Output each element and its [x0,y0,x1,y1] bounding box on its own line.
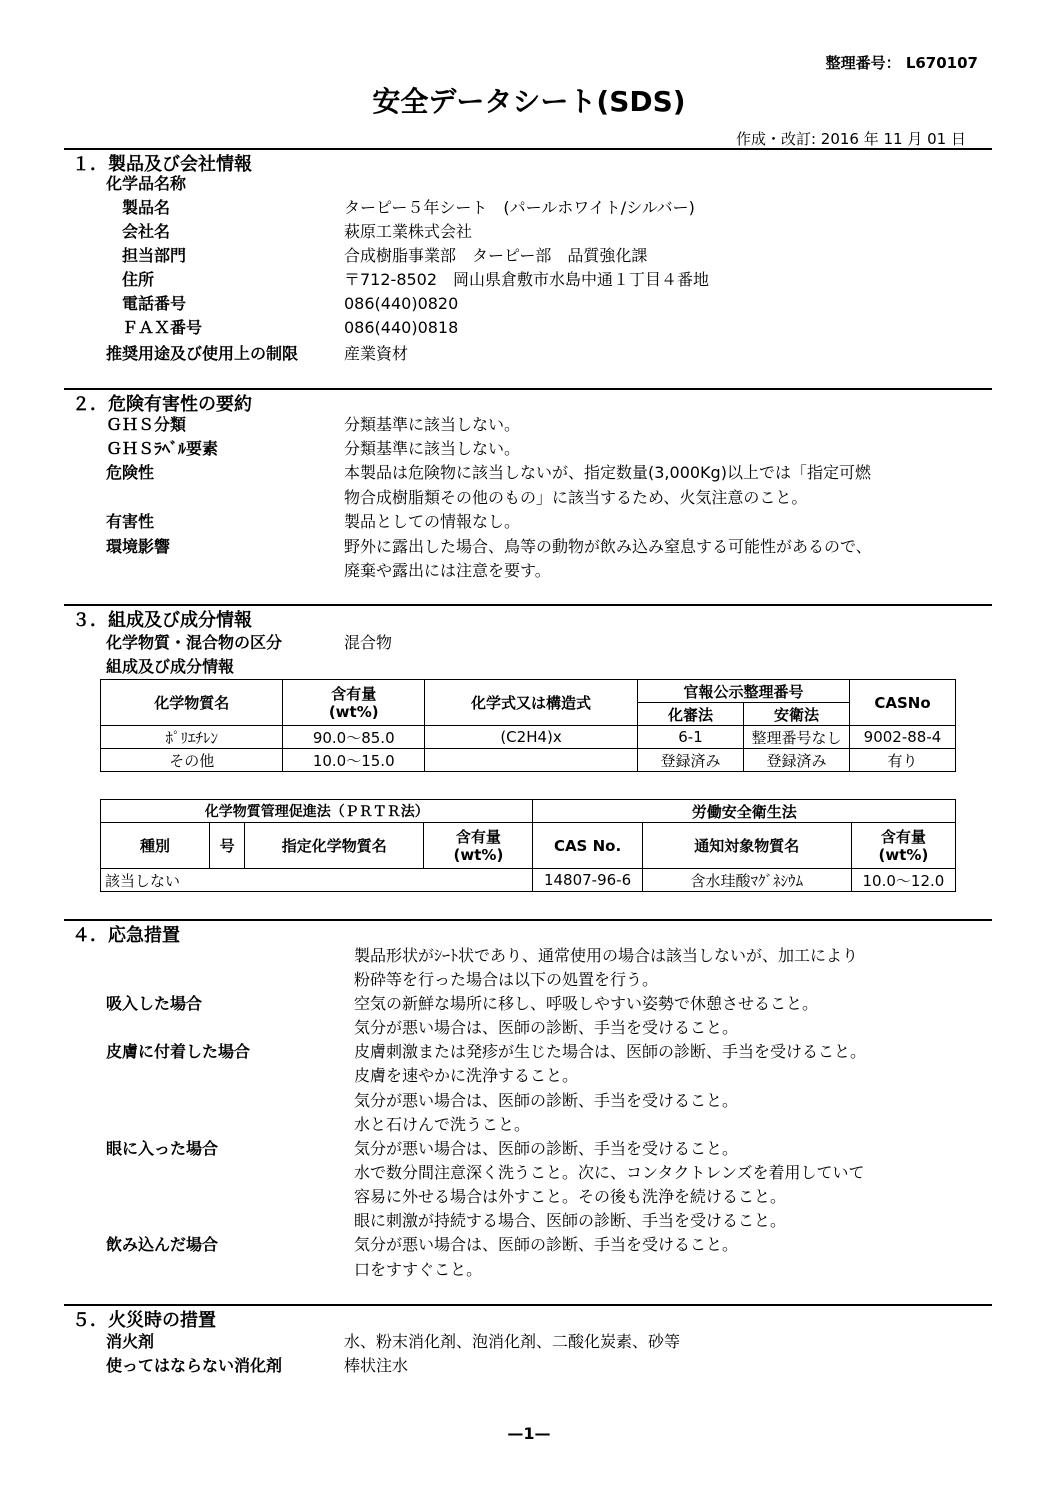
info-row [0,510,1058,534]
section-1-heading: １．製品及び会社情報 [72,154,252,175]
info-label: 担当部門 [122,246,187,265]
info-value: 産業資材 [344,344,409,363]
col-header: 労働安全衛生法 [533,800,956,823]
info-row [0,292,1058,316]
col-header: 官報公示整理番号 [638,680,850,703]
info-label: ＧＨＳ分類 [106,415,187,434]
info-value: 棒状注水 [344,1356,409,1375]
table-row [101,726,956,749]
info-row [0,268,1058,292]
table-cell: 10.0～12.0 [851,869,955,892]
info-row [0,968,1058,992]
section-2-heading: ２．危険有害性の要約 [72,394,252,415]
table-cell: 該当しない [101,869,533,892]
info-row [0,1089,1058,1113]
info-value: 廃棄や露出には注意を要す。 [344,561,551,580]
info-value: 眼に刺激が持続する場合、医師の診断、手当を受けること。 [354,1211,787,1230]
info-row [0,316,1058,340]
info-value: 製品としての情報なし。 [344,512,521,531]
info-label: 住所 [122,270,155,289]
info-label: 環境影響 [106,537,171,556]
info-row [0,413,1058,437]
table-cell: 整理番号なし [744,726,850,749]
info-label: 会社名 [122,222,171,241]
info-row [0,1185,1058,1209]
info-row [0,342,1058,366]
info-label: 吸入した場合 [106,994,203,1013]
info-row [0,535,1058,559]
info-value: 086(440)0818 [344,318,459,337]
table-cell: その他 [101,749,283,772]
col-header: 指定化学物質名 [245,823,424,869]
info-row [0,461,1058,485]
table-cell: 登録済み [638,749,744,772]
info-label: 使ってはならない消化剤 [106,1356,283,1375]
chemical-name-label: 化学品名称 [106,174,187,193]
info-row [0,1209,1058,1233]
info-value: 086(440)0820 [344,294,459,313]
content-unit-text: (wt%) [453,845,504,864]
table-cell: (C2H4)x [425,726,638,749]
info-row [0,1330,1058,1354]
info-value: 容易に外せる場合は外すこと。その後も洗浄を続けること。 [354,1187,787,1206]
content-header-text: 含有量 [880,827,926,846]
info-value: 分類基準に該当しない。 [344,415,521,434]
info-value: 本製品は危険物に該当しないが、指定数量(3,000Kg)以上では「指定可燃 [344,463,871,482]
composition-table [100,679,956,772]
info-row [0,244,1058,268]
info-value: 気分が悪い場合は、医師の診断、手当を受けること。 [354,1235,739,1254]
info-row [0,1233,1058,1257]
revision-date: 作成・改訂: 2016 年 11 月 01 日 [735,130,966,148]
info-value: 皮膚刺激または発疹が生じた場合は、医師の診断、手当を受けること。 [354,1042,867,1061]
page-title: 安全データシート(SDS) [372,85,686,118]
col-header: 化審法 [638,703,744,726]
info-label: 製品名 [122,198,171,217]
info-row [0,559,1058,583]
table-cell: ﾎﾟﾘｴﾁﾚﾝ [101,726,283,749]
info-label: 有害性 [106,512,155,531]
section-4-heading: ４．応急措置 [72,925,180,946]
info-value: 製品形状がｼｰﾄ状であり、通常使用の場合は該当しないが、加工により [354,946,859,965]
info-row [0,1113,1058,1137]
col-header [424,823,533,869]
page-number: —1— [507,1424,551,1443]
info-value: ターピー５年シート (パールホワイト/シルバー) [344,198,695,217]
info-row [0,437,1058,461]
info-value: 空気の新鮮な場所に移し、呼吸しやすい姿勢で休憩させること。 [354,994,819,1013]
info-value: 水と石けんで洗うこと。 [354,1115,531,1134]
col-header: 化学物質管理促進法（ＰＲＴＲ法） [101,800,533,823]
info-row [0,1040,1058,1064]
info-label: 化学物質・混合物の区分 [106,633,283,652]
col-header: 種別 [101,823,210,869]
info-value: 混合物 [344,633,393,652]
info-value: 気分が悪い場合は、医師の診断、手当を受けること。 [354,1091,739,1110]
table-cell: 90.0～85.0 [283,726,425,749]
regulation-table [100,799,956,892]
info-row [0,1161,1058,1185]
info-row [0,631,1058,655]
info-value: 物合成樹脂類その他のもの」に該当するため、火気注意のこと。 [344,488,808,507]
info-label: 消火剤 [106,1332,155,1351]
table-cell: 登録済み [744,749,850,772]
table-cell: 9002-88-4 [849,726,955,749]
col-header [851,823,955,869]
info-row [0,220,1058,244]
info-value: 萩原工業株式会社 [344,222,473,241]
col-header [283,680,425,726]
info-label: 危険性 [106,463,155,482]
info-value: 気分が悪い場合は、医師の診断、手当を受けること。 [354,1139,739,1158]
info-value: 野外に露出した場合、鳥等の動物が飲み込み窒息する可能性があるので、 [344,537,872,556]
info-row [0,486,1058,510]
section-divider [64,919,992,921]
col-header: 化学式又は構造式 [425,680,638,726]
info-row [0,1354,1058,1378]
content-header-text: 含有量 [331,684,377,703]
info-row [0,1064,1058,1088]
content-header-text: 含有量 [455,827,501,846]
content-unit-text: (wt%) [878,845,929,864]
info-label: 推奨用途及び使用上の制限 [106,344,299,363]
section-3-heading: ３．組成及び成分情報 [72,610,252,631]
col-header: 号 [210,823,245,869]
table-cell: 14807-96-6 [533,869,642,892]
info-label: ＧＨＳﾗﾍﾞﾙ要素 [106,439,219,458]
info-row [0,1016,1058,1040]
info-row [0,1258,1058,1282]
col-header: CAS No. [533,823,642,869]
info-label: 組成及び成分情報 [106,657,235,676]
info-label: 皮膚に付着した場合 [106,1042,251,1061]
info-value: 皮膚を速やかに洗浄すること。 [354,1066,579,1085]
info-value: 分類基準に該当しない。 [344,439,521,458]
info-row [0,944,1058,968]
content-unit-text: (wt%) [328,702,379,721]
col-header: 化学物質名 [101,680,283,726]
info-label: 電話番号 [122,294,187,313]
info-value: 水で数分間注意深く洗うこと。次に、コンタクトレンズを着用していて [354,1163,865,1182]
section-5-heading: ５．火災時の措置 [72,1310,216,1331]
info-row [0,1137,1058,1161]
table-row [101,749,956,772]
info-value: 粉砕等を行った場合は以下の処置を行う。 [354,970,659,989]
info-label: 飲み込んだ場合 [106,1235,219,1254]
info-label: 眼に入った場合 [106,1139,219,1158]
table-cell: 含水珪酸ﾏｸﾞﾈｼｳﾑ [642,869,851,892]
info-label: ＦＡＸ番号 [122,318,203,337]
table-cell [425,749,638,772]
table-cell: 有り [849,749,955,772]
info-value: 気分が悪い場合は、医師の診断、手当を受けること。 [354,1018,739,1037]
info-row [0,992,1058,1016]
table-cell: 10.0～15.0 [283,749,425,772]
info-value: 水、粉末消化剤、泡消化剤、二酸化炭素、砂等 [344,1332,681,1351]
info-value: 〒712-8502 岡山県倉敷市水島中通１丁目４番地 [344,270,710,289]
reference-number: 整理番号： L670107 [825,54,978,72]
info-row [0,655,1058,679]
col-header: 安衛法 [744,703,850,726]
info-row [0,196,1058,220]
col-header: 通知対象物質名 [642,823,851,869]
table-row [101,869,956,892]
table-cell: 6-1 [638,726,744,749]
chemical-name-row [0,172,1058,196]
info-value: 口をすすぐこと。 [354,1260,483,1279]
info-value: 合成樹脂事業部 ターピー部 品質強化課 [344,246,648,265]
col-header: CASNo [849,680,955,726]
